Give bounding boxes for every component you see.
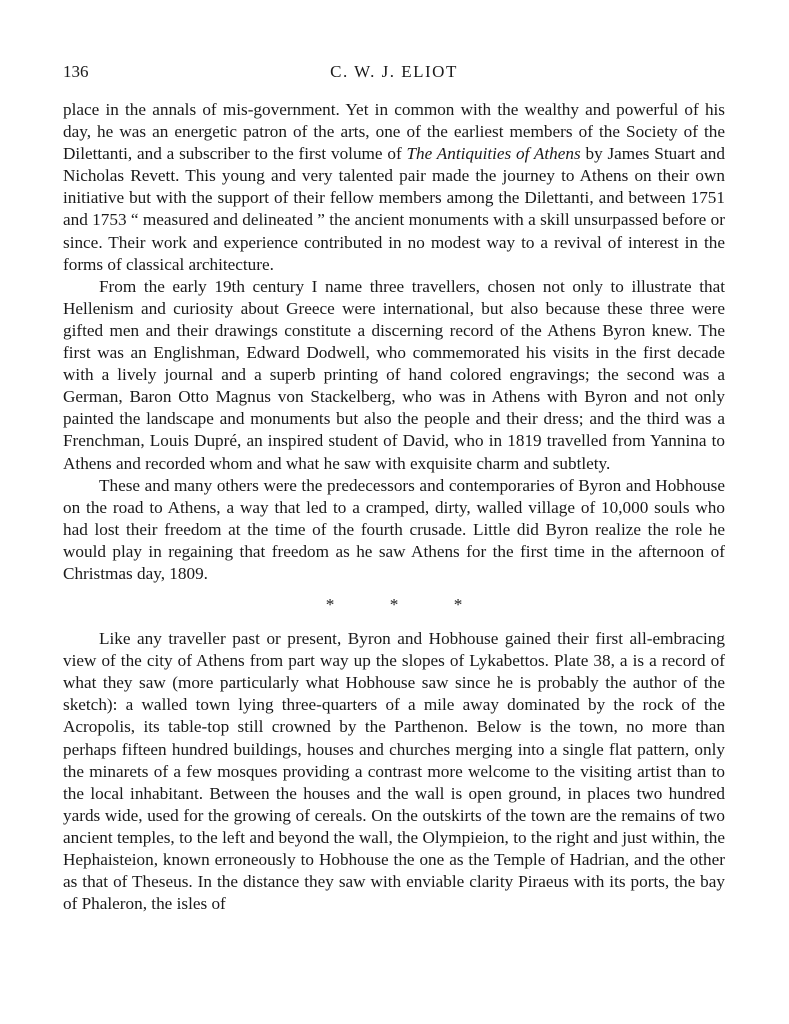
section-separator [63,594,725,616]
paragraph-1 [63,99,725,276]
book-title: The Antiquities of Athens [406,144,581,164]
paragraph-2: From the early 19th century I name three travellers, chosen not only to illustrate that Hellenism and curiosity about Greece were international, but also because these three were gifted men and their drawings constitute a discerning record of the Athens Byron knew. The first was an Englishman, Edward Dodwell, who commemorated his visits in the first decade with a lively journal and a superb printing of hand colored engravings; the second was a German, Baron Otto Magnus von Stackelberg, who was in Athens with Byron and not only painted the landscape and monuments but also the people and their dress; and the third was a Frenchman, Louis Dupré, an inspired student of David, who in 1819 travelled from Yannina to Athens and recorded whom and what he saw with exquisite charm and subtlety. [63,276,725,473]
separator-mark: * [453,595,463,615]
paragraph-1-text-b: by James Stuart and Nicholas Revett. This young and very talented pair made the journey to Athens on their own initiative but with the support of their fellow members among the Dilettanti, and between 1751 and 1753 “ measured and delineated ” the ancient monuments with a skill unsurpassed before or since. Their work and experience contributed in no modest way to a revival of interest in the forms of classical architecture. [63,144,725,274]
separator-mark: * [325,595,335,615]
body-text [63,99,725,915]
running-head [63,62,725,86]
separator-mark: * [389,595,399,615]
paragraph-3: These and many others were the predecessors and contemporaries of Byron and Hobhouse on the road to Athens, a way that led to a cramped, dirty, walled village of 10,000 souls who had lost their freedom at the time of the fourth crusade. Little did Byron realize the role he would play in regaining that freedom as he saw Athens for the first time in the afternoon of Christmas day, 1809. [63,475,725,583]
paragraph-4: Like any traveller past or present, Byron and Hobhouse gained their first all-embracing view of the city of Athens from part way up the slopes of Lykabettos. Plate 38, a is a record of what they saw (more particularly what Hobhouse saw since he is probably the author of the sketch): a walled town lying three-quarters of a mile away dominated by the rock of the Acropolis, its table-top still crowned by the Parthenon. Below is the town, no more than perhaps fifteen hundred buildings, houses and churches merging into a single flat pattern, only the minarets of a few mosques providing a contrast more welcome to the visiting artist than to the local inhabitant. Between the houses and the wall is open ground, in places two hundred yards wide, used for the growing of cereals. On the outskirts of the town are the remains of two ancient temples, to the left and beyond the wall, the Olympieion, to the right and just within, the Hephaisteion, known erroneously to Hobhouse the one as the Temple of Hadrian, and the other as that of Theseus. In the distance they saw with enviable clarity Piraeus with its ports, the bay of Phaleron, the isles of [63,629,725,914]
page-number: 136 [63,62,89,81]
running-title: C. W. J. ELIOT [330,62,458,81]
paragraph-1-text-a: place in the annals of mis-government. Yet in common with the wealthy and powerful of his day, he was an energetic patron of the arts, one of the earliest members of the Society of the Dilettanti, and a subscriber to the first volume of [63,100,725,164]
